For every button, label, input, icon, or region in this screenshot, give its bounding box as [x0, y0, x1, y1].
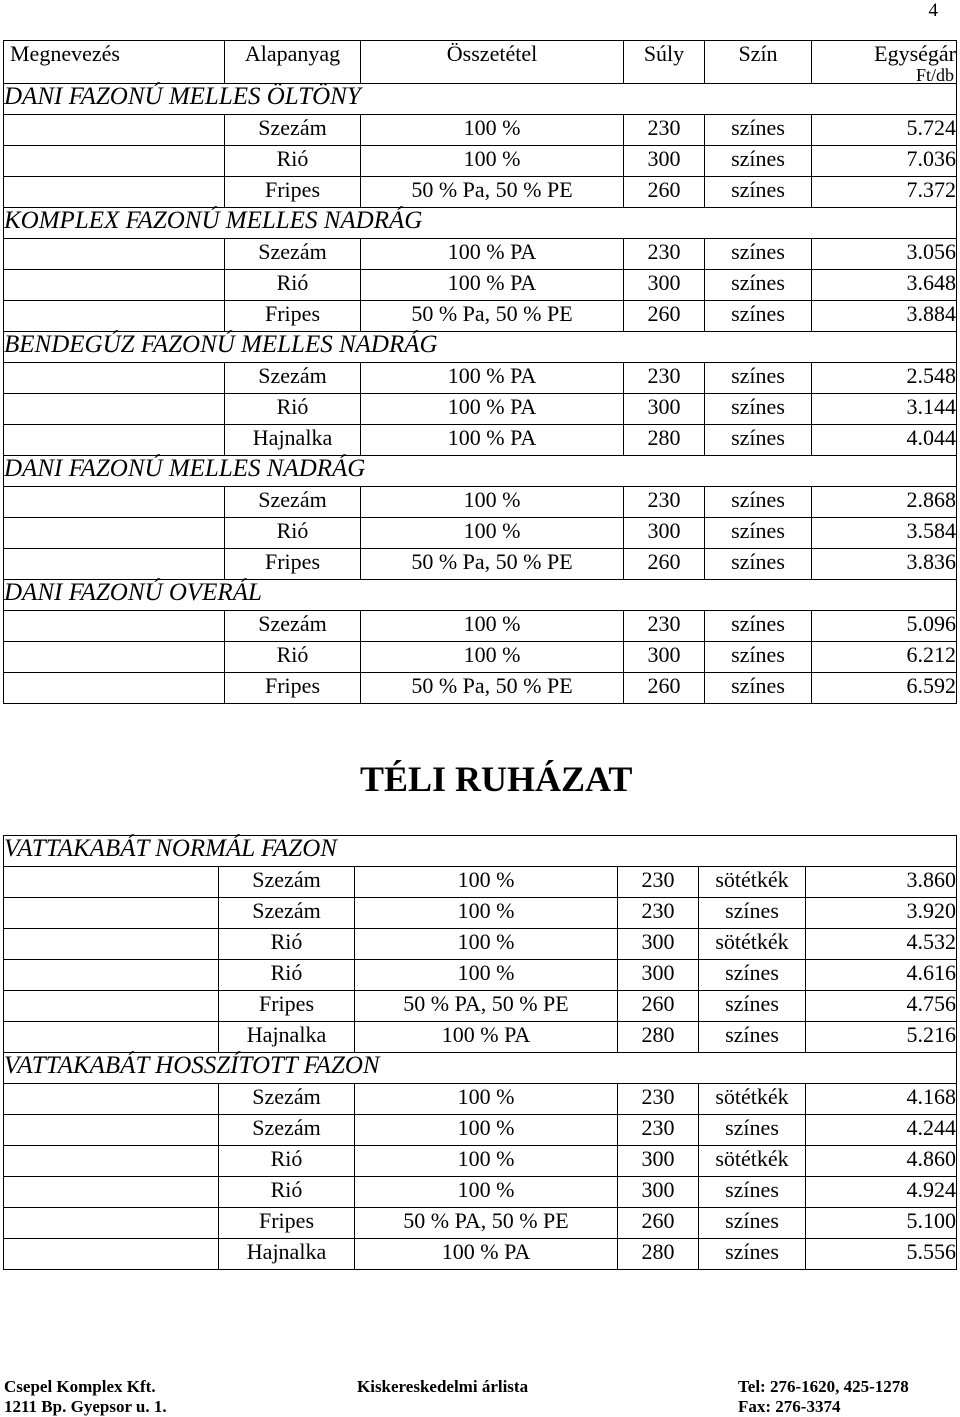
material-cell: Rió [225, 270, 361, 301]
footer-company: Csepel Komplex Kft. [4, 1377, 156, 1396]
price-cell: 2.548 [812, 363, 957, 394]
composition-cell: 100 % PA [361, 239, 624, 270]
price-table-winter [3, 835, 957, 1270]
weight-cell: 300 [618, 1177, 699, 1208]
empty-cell [4, 1146, 219, 1177]
table-row [4, 1115, 957, 1146]
winter-clothing-title: TÉLI RUHÁZAT [360, 759, 633, 799]
price-cell: 2.868 [812, 487, 957, 518]
weight-cell: 230 [624, 115, 705, 146]
color-cell: színes [705, 611, 812, 642]
price-cell: 3.920 [806, 898, 957, 929]
weight-cell: 230 [624, 239, 705, 270]
price-cell: 4.756 [806, 991, 957, 1022]
composition-cell: 100 % [355, 929, 618, 960]
material-cell: Hajnalka [219, 1022, 355, 1053]
composition-cell: 50 % Pa, 50 % PE [361, 301, 624, 332]
weight-cell: 230 [618, 1084, 699, 1115]
weight-cell: 280 [618, 1022, 699, 1053]
empty-cell [4, 867, 219, 898]
color-cell: színes [705, 177, 812, 208]
header-color: Szín [705, 41, 812, 84]
composition-cell: 100 % PA [361, 270, 624, 301]
price-cell: 3.860 [806, 867, 957, 898]
composition-cell: 50 % Pa, 50 % PE [361, 549, 624, 580]
header-material: Alapanyag [225, 41, 361, 84]
table-row [4, 363, 957, 394]
table-row [4, 642, 957, 673]
weight-cell: 300 [618, 929, 699, 960]
empty-cell [4, 301, 225, 332]
composition-cell: 100 % PA [355, 1239, 618, 1270]
composition-cell: 100 % PA [361, 394, 624, 425]
material-cell: Fripes [225, 673, 361, 704]
page-number: 4 [928, 0, 938, 21]
color-cell: színes [705, 239, 812, 270]
empty-cell [4, 177, 225, 208]
empty-cell [4, 673, 225, 704]
composition-cell: 50 % PA, 50 % PE [355, 991, 618, 1022]
price-cell: 7.372 [812, 177, 957, 208]
weight-cell: 300 [624, 270, 705, 301]
empty-cell [4, 1022, 219, 1053]
material-cell: Rió [219, 929, 355, 960]
empty-cell [4, 611, 225, 642]
price-cell: 5.556 [806, 1239, 957, 1270]
price-cell: 5.100 [806, 1208, 957, 1239]
color-cell: színes [705, 518, 812, 549]
weight-cell: 230 [618, 898, 699, 929]
color-cell: sötétkék [699, 867, 806, 898]
footer-tel: Tel: 276-1620, 425-1278 [738, 1377, 909, 1396]
header-weight: Súly [624, 41, 705, 84]
section-header-row [4, 1053, 957, 1084]
price-cell: 4.244 [806, 1115, 957, 1146]
weight-cell: 280 [618, 1239, 699, 1270]
material-cell: Rió [219, 1146, 355, 1177]
composition-cell: 50 % Pa, 50 % PE [361, 177, 624, 208]
material-cell: Rió [225, 518, 361, 549]
section-title: BENDEGÚZ FAZONÚ MELLES NADRÁG [4, 332, 957, 363]
table-row [4, 1146, 957, 1177]
header-composition: Összetétel [361, 41, 624, 84]
color-cell: színes [705, 549, 812, 580]
material-cell: Rió [219, 960, 355, 991]
table-row [4, 394, 957, 425]
table-row [4, 673, 957, 704]
color-cell: színes [705, 270, 812, 301]
price-table-workwear [3, 40, 957, 704]
composition-cell: 100 % [355, 898, 618, 929]
section-header-row [4, 836, 957, 867]
empty-cell [4, 363, 225, 394]
material-cell: Fripes [225, 549, 361, 580]
price-cell: 4.860 [806, 1146, 957, 1177]
table-row [4, 611, 957, 642]
material-cell: Szezám [225, 115, 361, 146]
table-row [4, 146, 957, 177]
table-row [4, 301, 957, 332]
table-row [4, 239, 957, 270]
color-cell: színes [705, 487, 812, 518]
table-row [4, 898, 957, 929]
section-header-row [4, 208, 957, 239]
footer-address: 1211 Bp. Gyepsor u. 1. [4, 1397, 167, 1416]
weight-cell: 230 [624, 363, 705, 394]
material-cell: Szezám [219, 898, 355, 929]
material-cell: Hajnalka [219, 1239, 355, 1270]
color-cell: színes [699, 1115, 806, 1146]
empty-cell [4, 425, 225, 456]
material-cell: Fripes [219, 1208, 355, 1239]
price-cell: 6.212 [812, 642, 957, 673]
composition-cell: 100 % [361, 115, 624, 146]
material-cell: Szezám [225, 611, 361, 642]
table-row [4, 1022, 957, 1053]
color-cell: színes [699, 898, 806, 929]
table-header-row [4, 41, 957, 84]
material-cell: Rió [225, 146, 361, 177]
section-header-row [4, 84, 957, 115]
empty-cell [4, 991, 219, 1022]
table-row [4, 487, 957, 518]
color-cell: sötétkék [699, 929, 806, 960]
header-price [812, 41, 957, 84]
price-cell: 3.584 [812, 518, 957, 549]
table-row [4, 177, 957, 208]
empty-cell [4, 518, 225, 549]
composition-cell: 100 % PA [361, 425, 624, 456]
section-title: VATTAKABÁT NORMÁL FAZON [4, 836, 957, 867]
table-row [4, 1084, 957, 1115]
section-title: VATTAKABÁT HOSSZÍTOTT FAZON [4, 1053, 957, 1084]
material-cell: Fripes [219, 991, 355, 1022]
table-row [4, 960, 957, 991]
empty-cell [4, 960, 219, 991]
composition-cell: 100 % [361, 487, 624, 518]
table-row [4, 1177, 957, 1208]
weight-cell: 280 [624, 425, 705, 456]
empty-cell [4, 1084, 219, 1115]
material-cell: Szezám [219, 1084, 355, 1115]
material-cell: Rió [225, 642, 361, 673]
composition-cell: 100 % [355, 1177, 618, 1208]
material-cell: Rió [225, 394, 361, 425]
weight-cell: 300 [624, 394, 705, 425]
color-cell: színes [699, 991, 806, 1022]
color-cell: színes [705, 425, 812, 456]
weight-cell: 300 [624, 518, 705, 549]
empty-cell [4, 1177, 219, 1208]
composition-cell: 50 % PA, 50 % PE [355, 1208, 618, 1239]
empty-cell [4, 394, 225, 425]
price-cell: 4.616 [806, 960, 957, 991]
empty-cell [4, 929, 219, 960]
composition-cell: 100 % [355, 1115, 618, 1146]
weight-cell: 260 [624, 177, 705, 208]
price-cell: 3.836 [812, 549, 957, 580]
composition-cell: 100 % [355, 1146, 618, 1177]
weight-cell: 260 [618, 1208, 699, 1239]
weight-cell: 260 [624, 549, 705, 580]
empty-cell [4, 1208, 219, 1239]
composition-cell: 100 % PA [361, 363, 624, 394]
color-cell: színes [705, 642, 812, 673]
color-cell: színes [705, 673, 812, 704]
price-cell: 4.168 [806, 1084, 957, 1115]
composition-cell: 100 % [361, 642, 624, 673]
material-cell: Fripes [225, 177, 361, 208]
material-cell: Szezám [225, 487, 361, 518]
price-cell: 3.648 [812, 270, 957, 301]
weight-cell: 300 [624, 146, 705, 177]
color-cell: sötétkék [699, 1084, 806, 1115]
header-price-unit: Ft/db [915, 65, 954, 85]
empty-cell [4, 487, 225, 518]
empty-cell [4, 115, 225, 146]
table-row [4, 518, 957, 549]
color-cell: színes [699, 1239, 806, 1270]
color-cell: sötétkék [699, 1146, 806, 1177]
composition-cell: 100 % PA [355, 1022, 618, 1053]
price-cell: 7.036 [812, 146, 957, 177]
weight-cell: 260 [624, 673, 705, 704]
table-row [4, 549, 957, 580]
weight-cell: 300 [618, 1146, 699, 1177]
table-row [4, 270, 957, 301]
weight-cell: 260 [618, 991, 699, 1022]
table-row [4, 929, 957, 960]
color-cell: színes [705, 115, 812, 146]
price-cell: 3.056 [812, 239, 957, 270]
price-cell: 4.924 [806, 1177, 957, 1208]
composition-cell: 50 % Pa, 50 % PE [361, 673, 624, 704]
weight-cell: 300 [618, 960, 699, 991]
empty-cell [4, 146, 225, 177]
price-cell: 5.724 [812, 115, 957, 146]
weight-cell: 230 [618, 867, 699, 898]
composition-cell: 100 % [361, 146, 624, 177]
material-cell: Szezám [225, 239, 361, 270]
color-cell: színes [699, 1022, 806, 1053]
section-title: DANI FAZONÚ MELLES NADRÁG [4, 456, 957, 487]
header-price-label: Egységár [874, 41, 956, 66]
empty-cell [4, 549, 225, 580]
composition-cell: 100 % [355, 867, 618, 898]
empty-cell [4, 270, 225, 301]
empty-cell [4, 1239, 219, 1270]
section-header-row [4, 456, 957, 487]
color-cell: színes [705, 146, 812, 177]
weight-cell: 230 [618, 1115, 699, 1146]
price-cell: 6.592 [812, 673, 957, 704]
footer-doc-title: Kiskereskedelmi árlista [357, 1377, 529, 1396]
section-title: KOMPLEX FAZONÚ MELLES NADRÁG [4, 208, 957, 239]
price-cell: 4.532 [806, 929, 957, 960]
composition-cell: 100 % [355, 960, 618, 991]
composition-cell: 100 % [361, 611, 624, 642]
footer-fax: Fax: 276-3374 [738, 1397, 841, 1416]
weight-cell: 300 [624, 642, 705, 673]
material-cell: Szezám [219, 1115, 355, 1146]
table-row [4, 1239, 957, 1270]
material-cell: Fripes [225, 301, 361, 332]
table-row [4, 425, 957, 456]
composition-cell: 100 % [361, 518, 624, 549]
weight-cell: 260 [624, 301, 705, 332]
table-row [4, 115, 957, 146]
empty-cell [4, 898, 219, 929]
color-cell: színes [705, 394, 812, 425]
color-cell: színes [705, 301, 812, 332]
empty-cell [4, 642, 225, 673]
price-cell: 3.144 [812, 394, 957, 425]
material-cell: Szezám [225, 363, 361, 394]
section-title: DANI FAZONÚ OVERÁL [4, 580, 957, 611]
empty-cell [4, 239, 225, 270]
color-cell: színes [699, 1208, 806, 1239]
empty-cell [4, 1115, 219, 1146]
table-row [4, 1208, 957, 1239]
price-cell: 4.044 [812, 425, 957, 456]
price-cell: 3.884 [812, 301, 957, 332]
weight-cell: 230 [624, 487, 705, 518]
color-cell: színes [699, 1177, 806, 1208]
table-row [4, 991, 957, 1022]
material-cell: Szezám [219, 867, 355, 898]
color-cell: színes [705, 363, 812, 394]
material-cell: Hajnalka [225, 425, 361, 456]
material-cell: Rió [219, 1177, 355, 1208]
weight-cell: 230 [624, 611, 705, 642]
section-header-row [4, 580, 957, 611]
color-cell: színes [699, 960, 806, 991]
section-header-row [4, 332, 957, 363]
price-cell: 5.216 [806, 1022, 957, 1053]
table-row [4, 867, 957, 898]
price-cell: 5.096 [812, 611, 957, 642]
composition-cell: 100 % [355, 1084, 618, 1115]
header-name: Megnevezés [4, 41, 225, 84]
section-title: DANI FAZONÚ MELLES ÖLTÖNY [4, 84, 957, 115]
